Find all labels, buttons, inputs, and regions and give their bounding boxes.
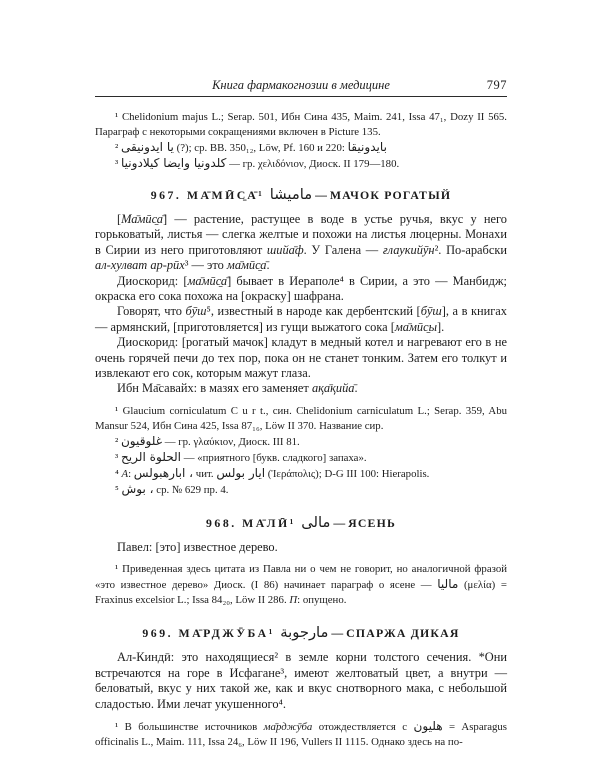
running-header [95, 78, 507, 92]
page-number: 797 [486, 78, 507, 92]
footnote-line: ¹ Glaucium corniculatum C u r t., син. Chelidonium carniculatum L.; Serap. 359, Abu Mansur 524, Ибн Сина 425, Issa 87₁₆, Löw II 370. Название сир. [95, 404, 507, 432]
paragraph: [Ма̄мӣс̱а̄] — растение, растущее в воде в устье ручья, вкус у него горьковатый, листья — слегка желтые и похожи на листья люцерны. Монахи в Сирии из него приготовляют шийа̄ф. У Галена — ғлаукийӯн². По-арабски ал-хулват ар-рӣх³ — это ма̄мӣс̱а̄. [95, 212, 507, 273]
footnote-line: ¹ В большинстве источников ма̄рджӯба отождествляется с هليون = Asparagus officinalis L., Maim. 111, Issa 24₆, Löw II 196, Vullers II 1115. Однако здесь на по- [95, 718, 507, 748]
paragraph: Павел: [это] известное дерево. [117, 539, 278, 554]
footnote-line: ¹ Приведенная здесь цитата из Павла ни о чем не говорит, но аналогичной фразой «это известное дерево» Диоск. (I 86) начинает параграф о ясене — ماليا (μελία) = Fraxinus excelsior L.; Issa 84₂₀, Löw II 286. П: опущено. [95, 563, 507, 607]
footnote-line: ⁵ بوش ، ср. № 629 пр. 4. [115, 481, 229, 496]
paragraph: Диоскорид: [ма̄мӣс̱а̄] бывает в Иераполе⁴ в Сирии, а это — Манбидж; окраска его сока похожа на [окраску] шафрана. [95, 273, 507, 304]
paragraph: Ал-Киндӣ: это находящиеся² в земле корни толстого сечения. *Они встречаются на горе в Исфагане³, имеют желтоватый цвет, а внутри — беловатый, вкус у них такой же, как и вкус снотворного мака, с небольшой сладостью. Ими лечат укушенного⁴. [95, 650, 507, 711]
header-rule [95, 96, 507, 97]
section-969-footnotes [95, 719, 507, 750]
section-967-heading: 967. МА̄МӢС̱А̄¹ ماميشا — МАЧОК РОГАТЫЙ [150, 186, 452, 203]
footnote-continuation-block [95, 110, 507, 172]
footnote-line: ² يا ايدونيقى (?); ср. BB. 350₁₂, Löw, Pf. 160 и 220: بايدونيقا [115, 140, 387, 154]
section-968 [95, 514, 507, 608]
footnote-line: ² غلوقيون — гр. γλαύκιον, Диоск. III 81. [115, 433, 300, 448]
footnote-line: ³ الحلوة الريح — «приятного [букв. сладкого] запаха». [115, 449, 367, 464]
section-967 [95, 186, 507, 498]
section-968-heading: 968. МА̄ЛӢ¹ مالى — ЯСЕНЬ [206, 513, 396, 531]
running-header-title: Книга фармакогнозии в медицине [212, 78, 390, 92]
section-967-footnotes [95, 404, 507, 498]
section-969-heading: 969. МА̄РДЖӮБА¹ مارجوبة — СПАРЖА ДИКАЯ [142, 624, 460, 642]
footnote-line: ³ كلدونيا وايضا كيلادونيا — гр. χελιδόνιον, Диоск. II 179—180. [115, 156, 400, 170]
footnote-line: ⁴ А: ابارهبولس ، чит. ايار بولس (Ἱεράπολις); D-G III 100: Hierapolis. [115, 465, 430, 480]
paragraph: Говорят, что бӯш⁵, известный в народе как дербентский [бӯш], а в книгах — армянский, [приготовляется] из гущи выжатого сока [ма̄мӣс̱ы]. [95, 304, 508, 334]
paragraph: Ибн Ма̄савайх: в мазях его заменяет ақа̄қийа̄. [117, 381, 358, 396]
section-968-footnotes [95, 562, 507, 608]
paragraph: Диоскорид: [рогатый мачок] кладут в медный котел и нагревают его в не очень горячей печи до тех пор, пока он не станет тонким. Затем его толкут и извлекают его сок, которым мажут глаза. [95, 335, 507, 381]
section-969 [95, 624, 507, 750]
footnote-line: ¹ Chelidonium majus L.; Serap. 501, Ибн Сина 435, Maim. 241, Issa 47₁, Dozy II 565. Параграф с некоторыми сокращениями включен в Picture 135. [95, 111, 507, 138]
